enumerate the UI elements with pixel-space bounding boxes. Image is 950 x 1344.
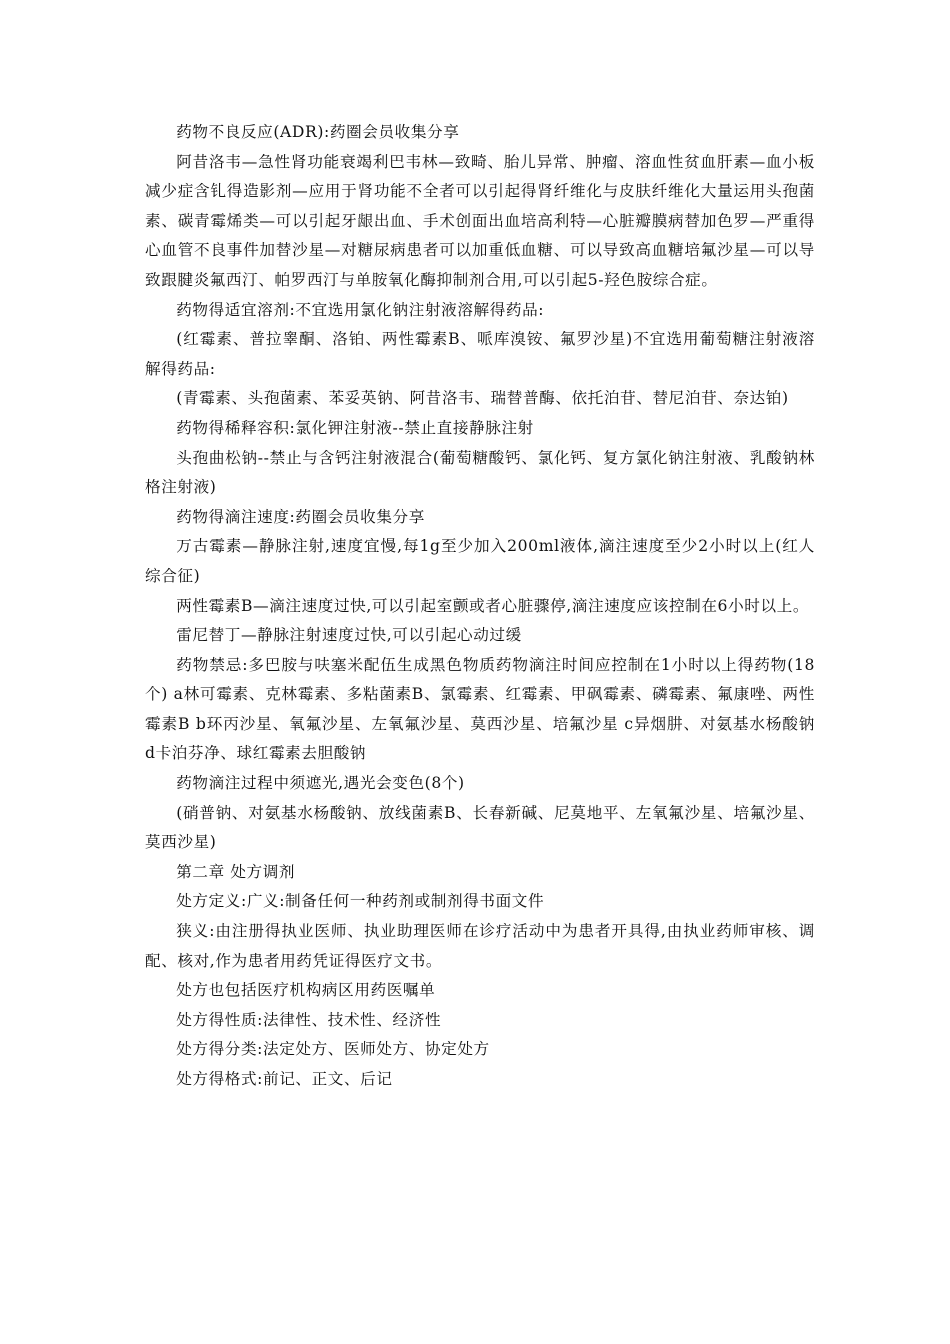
- paragraph-prescription-nature: 处方得性质:法律性、技术性、经济性: [176, 1010, 442, 1029]
- paragraph-ranitidine: 雷尼替丁—静脉注射速度过快,可以引起心动过缓: [176, 626, 522, 645]
- paragraph-prescription-narrow: 狭义:由注册得执业医师、执业助理医师在诊疗活动中为患者开具得,由执业药师审核、调配、核对,作为患者用药凭证得医疗文书。: [145, 922, 815, 970]
- paragraph-ceftriaxone: 头孢曲松钠--禁止与含钙注射液混合(葡萄糖酸钙、氯化钙、复方氯化钠注射液、乳酸钠林格注射液): [145, 448, 815, 497]
- paragraph-prescription-includes: 处方也包括医疗机构病区用药医嘱单: [176, 981, 436, 1000]
- paragraph-prescription-types: 处方得分类:法定处方、医师处方、协定处方: [176, 1040, 490, 1059]
- paragraph-prescription-definition: 处方定义:广义:制备任何一种药剂或制剂得书面文件: [176, 892, 545, 911]
- paragraph-contraindications: 药物禁忌:多巴胺与呋塞米配伍生成黑色物质药物滴注时间应控制在1小时以上得药物(18个) a林可霉素、克林霉素、多粘菌素B、氯霉素、红霉素、甲砜霉素、磷霉素、氟康唑、两性霉素B b环丙沙星、氧氟沙星、左氧氟沙星、莫西沙星、培氟沙星 c异烟肼、对氨基水杨酸钠 d卡泊芬净、球红霉素去胆酸钠: [145, 655, 815, 763]
- paragraph-light-protection-heading: 药物滴注过程中须遮光,遇光会变色(8个): [176, 774, 465, 793]
- paragraph-prescription-format: 处方得格式:前记、正文、后记: [176, 1070, 393, 1088]
- paragraph-drip-rate-heading: 药物得滴注速度:药圈会员收集分享: [176, 507, 425, 526]
- paragraph-vancomycin: 万古霉素—静脉注射,速度宜慢,每1g至少加入200ml液体,滴注速度至少2小时以上(红人综合征): [145, 537, 815, 585]
- paragraph-solvent-heading: 药物得适宜溶剂:不宜选用氯化钠注射液溶解得药品:: [176, 300, 545, 319]
- document-body: [145, 118, 815, 1095]
- paragraph-light-protection-list: (硝普钠、对氨基水杨酸钠、放线菌素B、长春新碱、尼莫地平、左氧氟沙星、培氟沙星、莫西沙星): [145, 803, 815, 852]
- paragraph-solvent-nacl: (红霉素、普拉睾酮、洛铂、两性霉素B、哌库溴铵、氟罗沙星)不宜选用葡萄糖注射液溶解得药品:: [145, 330, 815, 378]
- paragraph-dilution-heading: 药物得稀释容积:氯化钾注射液--禁止直接静脉注射: [176, 418, 534, 437]
- paragraph-solvent-glucose: (青霉素、头孢菌素、苯妥英钠、阿昔洛韦、瑞替普酶、依托泊苷、替尼泊苷、奈达铂): [176, 389, 789, 408]
- paragraph-adr-list: 阿昔洛韦—急性肾功能衰竭利巴韦林—致畸、胎儿异常、肿瘤、溶血性贫血肝素—血小板减少症含钆得造影剂—应用于肾功能不全者可以引起得肾纤维化与皮肤纤维化大量运用头孢菌素、碳青霉烯类—可以引起牙龈出血、手术创面出血培高利特—心脏瓣膜病替加色罗—严重得心血管不良事件加替沙星—对糖尿病患者可以加重低血糖、可以导致高血糖培氟沙星—可以导致跟腱炎氟西汀、帕罗西汀与单胺氧化酶抑制剂合用,可以引起5-羟色胺综合症。: [145, 152, 815, 289]
- chapter-heading: 第二章 处方调剂: [176, 862, 296, 881]
- paragraph-adr-heading: 药物不良反应(ADR):药圈会员收集分享: [176, 123, 460, 141]
- paragraph-amphotericin: 两性霉素B—滴注速度过快,可以引起室颤或者心脏骤停,滴注速度应该控制在6小时以上。: [176, 596, 810, 615]
